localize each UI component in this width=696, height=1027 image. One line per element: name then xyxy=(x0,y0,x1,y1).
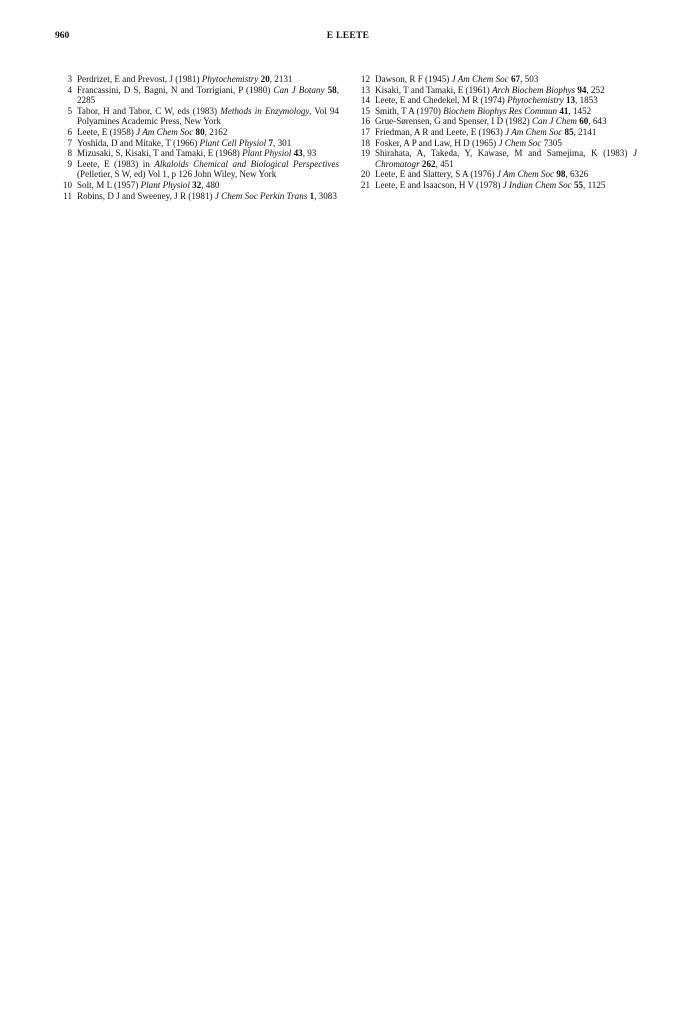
reference-pages: , 451 xyxy=(435,158,454,169)
reference-item xyxy=(57,191,339,202)
reference-journal: Alkaloids Chemical and Biological Perspectives xyxy=(154,158,339,169)
reference-volume: 98 xyxy=(556,169,566,180)
reference-number: 11 xyxy=(63,190,72,201)
reference-authors: Shirahata, A, Takeda, Y, Kawase, M and Samejima, K (1983) xyxy=(375,148,628,159)
reference-item xyxy=(57,85,339,106)
reference-text xyxy=(375,169,637,180)
reference-volume: 1 xyxy=(309,190,315,201)
reference-volume: 41 xyxy=(559,105,569,116)
reference-journal: Can J Botany xyxy=(273,84,325,95)
reference-authors: Kisaki, T and Tamaki, E (1961) xyxy=(375,84,490,95)
reference-journal: Arch Biochem Biophys xyxy=(492,84,576,95)
reference-pages: 7305 xyxy=(541,137,562,148)
reference-text xyxy=(77,191,339,202)
reference-journal: Plant Physiol xyxy=(140,179,190,190)
reference-number: 17 xyxy=(360,126,370,137)
reference-authors: Francassini, D S, Bagni, N and Torrigiani, P (1980) xyxy=(77,84,271,95)
reference-text xyxy=(375,85,637,96)
reference-item xyxy=(355,127,637,138)
reference-text xyxy=(375,127,637,138)
reference-pages: , 252 xyxy=(586,84,605,95)
reference-authors: Mizusaki, S, Kisaki, T and Tamaki, E (1968) xyxy=(77,148,240,159)
reference-item xyxy=(355,85,637,96)
reference-authors: Friedman, A R and Leete, E (1963) xyxy=(375,126,503,137)
reference-text xyxy=(77,85,339,106)
reference-number: 12 xyxy=(360,74,370,84)
reference-number: 4 xyxy=(67,84,72,95)
reference-pages: (Pelletier, S W, ed) Vol 1, p 126 John Wiley, New York xyxy=(77,169,277,180)
reference-journal: Phytochemistry xyxy=(507,95,564,106)
reference-volume: 85 xyxy=(564,126,574,137)
reference-journal: Phytochemistry xyxy=(201,74,259,84)
reference-authors: Leete, E and Slattery, S A (1976) xyxy=(375,169,495,180)
reference-journal: J Am Chem Soc xyxy=(451,74,509,84)
reference-volume: 58 xyxy=(327,84,337,95)
references-right-column xyxy=(355,74,637,191)
reference-text xyxy=(77,148,339,159)
reference-volume: 13 xyxy=(565,95,576,106)
reference-pages: , 6326 xyxy=(565,169,589,180)
reference-volume: 262 xyxy=(421,158,436,169)
reference-authors: Leete, E and Chedekel, M R (1974) xyxy=(375,95,505,106)
reference-authors: Robins, D J and Sweeney, J R (1981) xyxy=(77,190,213,201)
reference-text xyxy=(375,116,637,127)
reference-number: 18 xyxy=(360,137,370,148)
reference-text xyxy=(77,74,339,85)
reference-journal: Can J Chem xyxy=(531,116,577,127)
reference-number: 3 xyxy=(67,74,72,84)
reference-item xyxy=(57,159,339,180)
reference-text xyxy=(77,127,339,138)
reference-pages: , 503 xyxy=(520,74,539,84)
reference-text xyxy=(77,180,339,191)
reference-authors: Perdrizet, E and Prevost, J (1981) xyxy=(77,74,200,84)
reference-volume: 60 xyxy=(579,116,589,127)
reference-journal: J Am Chem Soc xyxy=(505,126,563,137)
reference-authors: Leete, E and Isaacson, H V (1978) xyxy=(375,179,501,190)
reference-item xyxy=(57,148,339,159)
reference-number: 14 xyxy=(360,95,370,106)
reference-pages: , 643 xyxy=(588,116,607,127)
reference-number: 16 xyxy=(360,116,370,127)
reference-volume: 20 xyxy=(260,74,270,84)
reference-pages: , 1853 xyxy=(575,95,598,106)
reference-volume: 7 xyxy=(268,137,274,148)
reference-authors: Smith, T A (1970) xyxy=(375,105,441,116)
reference-item xyxy=(355,116,637,127)
reference-number: 21 xyxy=(360,179,370,190)
reference-journal: J Indian Chem Soc xyxy=(502,179,572,190)
reference-number: 15 xyxy=(360,105,370,116)
reference-volume: 67 xyxy=(511,74,521,84)
reference-pages: , 93 xyxy=(302,148,317,159)
reference-journal: Plant Physiol xyxy=(242,148,292,159)
reference-text xyxy=(77,106,339,127)
reference-pages: , 2131 xyxy=(269,74,293,84)
reference-journal: Methods in Enzymology, xyxy=(220,105,312,116)
reference-journal: J Chromatogr xyxy=(375,148,637,169)
reference-pages: Vol 94 Polyamines Academic Press, New York xyxy=(77,105,339,127)
reference-item xyxy=(57,127,339,138)
reference-journal: J Am Chem Soc xyxy=(496,169,555,180)
reference-text xyxy=(77,138,339,149)
reference-journal: Plant Cell Physiol xyxy=(199,137,267,148)
reference-item xyxy=(57,138,339,149)
reference-item xyxy=(355,106,637,117)
reference-volume: 43 xyxy=(293,148,303,159)
reference-text xyxy=(77,159,339,180)
running-head: E LEETE xyxy=(326,31,370,41)
reference-item xyxy=(57,74,339,85)
reference-number: 5 xyxy=(67,105,72,116)
reference-authors: Fosker, A P and Law, H D (1965) xyxy=(375,137,497,148)
reference-number: 13 xyxy=(360,84,370,95)
reference-volume: 55 xyxy=(573,179,584,190)
reference-journal: J Chem Soc xyxy=(498,137,542,148)
reference-authors: Tabor, H and Tabor, C W, eds (1983) xyxy=(77,105,218,116)
reference-number: 7 xyxy=(67,137,72,148)
reference-number: 6 xyxy=(67,126,72,137)
reference-journal: J Am Chem Soc xyxy=(136,126,194,137)
reference-item xyxy=(57,106,339,127)
reference-text xyxy=(375,74,637,85)
reference-number: 9 xyxy=(67,158,72,169)
reference-text xyxy=(375,180,637,191)
reference-authors: Leete, E (1983) in xyxy=(77,158,150,169)
reference-item xyxy=(57,180,339,191)
reference-authors: Grue-Sørensen, G and Spenser, I D (1982) xyxy=(375,116,530,127)
reference-item xyxy=(355,95,637,106)
reference-item xyxy=(355,148,637,169)
reference-authors: Leete, E (1958) xyxy=(77,126,134,137)
reference-journal: J Chem Soc Perkin Trans xyxy=(214,190,308,201)
reference-number: 20 xyxy=(360,169,370,180)
reference-authors: Dawson, R F (1945) xyxy=(375,74,450,84)
reference-number: 19 xyxy=(360,148,370,159)
reference-item xyxy=(355,138,637,149)
reference-pages: , 480 xyxy=(201,179,220,190)
reference-authors: Solt, M L (1957) xyxy=(77,179,139,190)
references-left-column xyxy=(57,74,339,201)
reference-authors: Yoshida, D and Mitake, T (1966) xyxy=(77,137,198,148)
reference-volume: 94 xyxy=(577,84,587,95)
reference-journal: Biochem Biophys Res Commun xyxy=(443,105,558,116)
reference-item xyxy=(355,180,637,191)
reference-number: 10 xyxy=(62,179,72,190)
reference-item xyxy=(355,169,637,180)
reference-text xyxy=(375,106,637,117)
reference-pages: , 2285 xyxy=(77,84,339,106)
reference-text xyxy=(375,95,637,106)
page-number: 960 xyxy=(55,31,70,41)
reference-volume: 80 xyxy=(195,126,205,137)
reference-pages: , 2141 xyxy=(573,126,597,137)
reference-text xyxy=(375,148,637,169)
reference-pages: , 1452 xyxy=(568,105,592,116)
reference-item xyxy=(355,74,637,85)
reference-pages: , 2162 xyxy=(204,126,228,137)
reference-pages: , 301 xyxy=(273,137,292,148)
reference-volume: 32 xyxy=(192,179,202,190)
reference-number: 8 xyxy=(67,148,72,159)
reference-pages: , 3083 xyxy=(314,190,337,201)
reference-pages: , 1125 xyxy=(583,179,606,190)
reference-text xyxy=(375,138,637,149)
